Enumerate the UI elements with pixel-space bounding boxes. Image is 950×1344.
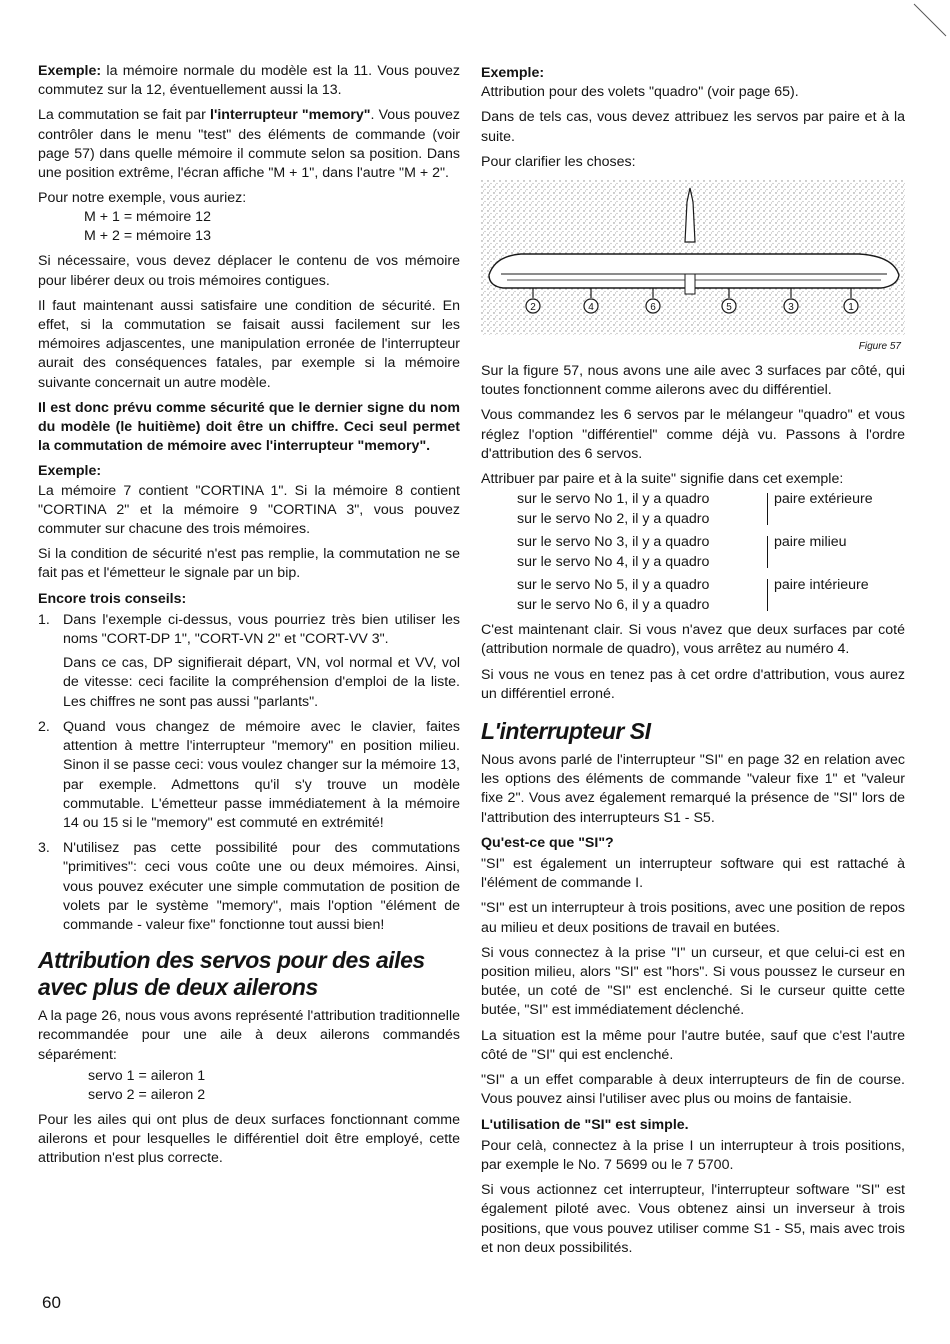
pair-group [481,575,905,615]
section-heading: Attribution des servos pour des ailes avec plus de deux ailerons [38,947,425,1001]
paragraph: Si vous actionnez cet interrupteur, l'interrupteur software "SI" est également piloté avec. Vous obtenez ainsi un inverseur à trois positions, que vous pouvez utiliser comme S1 - S5, mais avec trois et non deux possibilités. [481,1182,905,1256]
pair-label: paire extérieure [774,491,873,508]
tips-heading: Encore trois conseils: [38,590,187,607]
memory-line: M + 2 = mémoire 13 [84,228,211,245]
servo-line: servo 2 = aileron 2 [88,1086,206,1103]
wing-figure [481,180,905,356]
paragraph: Si vous connectez à la prise "I" un curseur, et que celui-ci est en position milieu, alors "SI" est "hors". Si vous poussez le curseur en butée, un coté de "SI" est enclenché. Si le curseur quitte cette butée, "SI" est immédiatement déclenché. [481,944,905,1019]
paragraph-text: la mémoire normale du modèle est la 11. Vous pouvez commutez sur la 12, éventuellement aussi la 13. [38,63,460,99]
pair-brace [757,493,768,525]
servo-pairs [481,489,905,615]
paragraph: "SI" est un interrupteur à trois positions, avec une position de repos au milieu et deux positions de travail en butées. [481,900,905,936]
paragraph: La situation est la même pour l'autre butée, sauf que c'est l'autre côté de "SI" qui est enclenché. [481,1027,905,1063]
safety-paragraph: Il est donc prévu comme sécurité que le dernier signe du nom du modèle (le huitième) doit être un chiffre. Ceci seul permet la commutation de mémoire avec l'interrupteur "memory". [38,399,460,455]
list-number: 1. [38,611,50,628]
servo-label: 6 [650,302,656,314]
paragraph: Dans de tels cas, vous devez attribuez les servos par paire et à la suite. [481,109,905,145]
example-heading: Exemple: [481,65,545,81]
list-paragraph: N'utilisez pas cette possibilité pour des commutations "primitives": ceci vous coûte une ou deux mémoires. Ainsi, vous pouvez exécuter une simple commutation de position de volets par le système "memory", mais l'option "élément de commande - valeur fixe" fonctionne tout aussi bien! [63,840,460,933]
pair-line: sur le servo No 6, il y a quadro [517,597,710,614]
paragraph: La mémoire 7 contient "CORTINA 1". Si la mémoire 8 contient "CORTINA 2" et la mémoire 9 "CORTINA 3", vous pouvez commuter sur chacune des trois mémoires. [38,482,460,538]
list-number: 2. [38,718,50,735]
list-number: 3. [38,840,50,857]
paragraph: Si vous ne vous en tenez pas à cet ordre d'attribution, vous aurez un différentiel erroné. [481,666,905,702]
paragraph: "SI" est également un interrupteur software qui est rattaché à l'élément de commande I. [481,856,905,892]
page-number: 60 [42,1293,61,1312]
figure-caption: Figure 57 [858,340,901,352]
list-item [38,839,460,935]
list-paragraph: Dans l'exemple ci-dessus, vous pourriez très bien utiliser les noms "CORT-DP 1", "CORT-VN 2" et "CORT-VV 3". [63,611,460,648]
memory-line: M + 1 = mémoire 12 [84,209,211,226]
paragraph: C'est maintenant clair. Si vous n'avez que deux surfaces par coté (attribution normale de quadro), vous arrêtez au numéro 4. [481,622,905,658]
paragraph: Si la condition de sécurité n'est pas remplie, la commutation ne se fait pas et l'émetteur le signale par un bip. [38,546,460,582]
subheading: L'utilisation de "SI" est simple. [481,1116,689,1133]
paragraph: Pour celà, connectez à la prise I un interrupteur à trois positions, par exemple le No. 7 5699 ou le 7 5700. [481,1137,905,1173]
tips-list [38,611,460,935]
servo-label: 2 [530,302,536,314]
servo-label: 1 [848,302,854,314]
list-paragraph: Quand vous changez de mémoire avec le clavier, faites attention à mettre l'interrupteur "memory" en position milieu. Sinon il se passe ceci: vous voulez changer sur la mémoire 13, par exemple. Admettons qu'il s'y trouve un modèle commutable. L'émetteur passe immédiatement à la mémoire 14 ou 15 si le "memory" est commuté en extrémité! [63,718,460,831]
paragraph: Pour clarifier les choses: [481,153,636,170]
pair-lines [517,489,757,529]
pair-line: sur le servo No 1, il y a quadro [517,491,710,508]
pair-brace [757,579,768,611]
pair-group [481,489,905,529]
pair-label: paire milieu [774,534,847,551]
paragraph: Pour les ailes qui ont plus de deux surfaces fonctionnant comme ailerons et pour lesquelles le différentiel doit être employé, cette attribution n'est plus correcte. [38,1111,460,1167]
paragraph: Attribuer par paire et à la suite" signifie dans cet exemple: [481,471,844,488]
paragraph: "SI" a un effet comparable à deux interrupteurs de fin de course. Vous pouvez ainsi l'utiliser avec plus ou moins de fantaisie. [481,1072,905,1108]
section-heading: L'interrupteur SI [481,718,651,745]
paragraph: A la page 26, nous vous avons représenté l'attribution traditionnelle recommandée pour une aile à deux ailerons commandés séparément: [38,1008,460,1063]
servo-lines [38,1067,460,1105]
paragraph: Il faut maintenant aussi satisfaire une condition de sécurité. En effet, si la commutation se faisait aussi facilement sur les mémoires adjascentes, une manipulation erronée de l'interrupteur aurait des conséquences fatales, par exemple si la mémoire suivante concernait un autre modèle. [38,297,460,391]
pair-lines [517,532,757,572]
pair-line: sur le servo No 4, il y a quadro [517,554,710,571]
paragraph [38,62,460,100]
right-column [481,64,905,1264]
servo-line: servo 1 = aileron 1 [88,1067,206,1084]
example-heading: Exemple: [38,463,102,480]
paragraph-text: La commutation se fait par [38,107,211,124]
pair-line: sur le servo No 2, il y a quadro [517,511,710,528]
paragraph [38,106,460,183]
servo-label: 4 [588,302,594,314]
fuselage-body [685,274,695,294]
wing-diagram [481,180,905,356]
pair-label: paire intérieure [774,577,869,594]
corner-fold-mark [910,0,950,40]
paragraph: Nous avons parlé de l'interrupteur "SI" en page 32 en relation avec les options des éléments de commande "valeur fixe 1" et "valeur fixe 2". Vous avez également remarqué la présence de "SI" lors de l'attribution des interrupteurs S1 - S5. [481,752,905,826]
paragraph: Pour notre exemple, vous auriez: [38,190,247,207]
paragraph: Attribution pour des volets "quadro" (voir page 65). [481,84,799,101]
bold-term: l'interrupteur "memory" [210,107,371,124]
paragraph: Sur la figure 57, nous avons une aile avec 3 surfaces par côté, qui toutes fonctionnent comme ailerons avec du différentiel. [481,363,905,399]
pair-line: sur le servo No 3, il y a quadro [517,534,710,551]
servo-label: 3 [788,302,794,314]
list-paragraph: Dans ce cas, DP signifierait départ, VN, vol normal et VV, vol de vitesse: ceci facilite la compréhension d'emploi de la liste. Les chiffres ne sont pas aussi "parlants". [63,655,460,710]
list-item [38,611,460,712]
pair-line: sur le servo No 5, il y a quadro [517,577,710,594]
example-label: Exemple: [38,63,102,79]
paragraph: Si nécessaire, vous devez déplacer le contenu de vos mémoire pour libérer deux ou trois mémoires contigues. [38,253,460,289]
pair-brace [757,536,768,568]
pair-lines [517,575,757,615]
subheading: Qu'est-ce que "SI"? [481,834,614,851]
pair-group [481,532,905,572]
servo-label: 5 [726,302,732,314]
paragraph-text: . Vous pouvez contrôler dans le menu "test" des éléments de commande (voir page 57) dans quelle mémoire il commute selon sa position. Dans une position extrême, l'écran affiche "M + 1", dans l'autre "M + 2". [38,107,460,182]
list-item [38,718,460,833]
left-column [38,62,460,1174]
memory-lines [38,208,460,246]
paragraph: Vous commandez les 6 servos par le mélangeur "quadro" et vous réglez l'option "différentiel" comme déjà vu. Passons à l'ordre d'attribution des 6 servos. [481,407,905,462]
